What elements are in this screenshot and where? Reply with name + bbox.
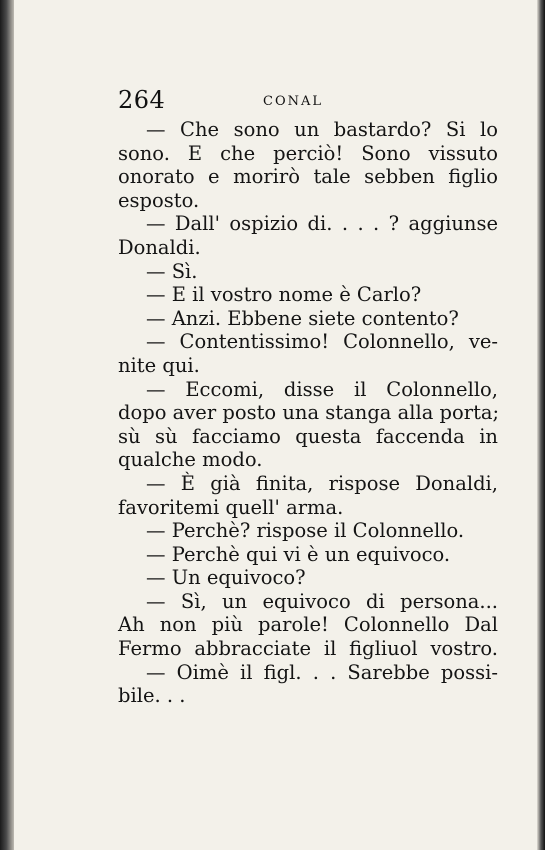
text-line: — Oimè il figl. . . Sarebbe possi- — [146, 660, 498, 684]
text-line: — Contentissimo! Colonnello, ve- — [146, 330, 498, 354]
text-line: — E il vostro nome è Carlo? — [146, 283, 422, 307]
text-line: — Eccomi, disse il Colonnello, — [146, 377, 498, 401]
text-line: — È già finita, rispose Donaldi, — [146, 471, 498, 495]
text-line: — Sì. — [146, 259, 198, 283]
text-line: — Che sono un bastardo? Si lo — [146, 118, 498, 141]
body-text — [118, 118, 498, 708]
text-line: qualche modo. — [118, 448, 263, 472]
page-number: 264 — [118, 86, 166, 114]
running-head: CONAL — [263, 94, 324, 109]
text-line: bile. . . — [118, 684, 186, 708]
page-right-edge — [537, 0, 545, 850]
text-line: Ah non più parole! Colonnello Dal — [118, 613, 498, 637]
text-line: favoritemi quell' arma. — [118, 495, 344, 519]
text-line: nite qui. — [118, 353, 200, 377]
text-line: esposto. — [118, 188, 200, 212]
text-line: Donaldi. — [118, 235, 201, 259]
page-binding-gutter — [0, 0, 14, 850]
text-line: — Sì, un equivoco di persona... — [146, 589, 498, 613]
text-line: dopo aver posto una stanga alla porta; — [118, 401, 500, 425]
text-line: — Perchè qui vi è un equivoco. — [146, 542, 451, 566]
page-header — [118, 86, 498, 120]
text-line: sù sù facciamo questa faccenda in — [118, 424, 498, 448]
text-line: — Un equivoco? — [146, 566, 306, 590]
text-line: Fermo abbracciate il figliuol vostro. — [118, 637, 498, 661]
text-line: — Anzi. Ebbene siete contento? — [146, 306, 459, 330]
text-line: — Perchè? rispose il Colonnello. — [146, 519, 465, 543]
text-line: sono. E che perciò! Sono vissuto — [118, 141, 498, 165]
text-line: — Dall' ospizio di. . . . ? aggiunse — [146, 212, 498, 236]
text-line: onorato e morirò tale sebben figlio — [118, 165, 498, 189]
